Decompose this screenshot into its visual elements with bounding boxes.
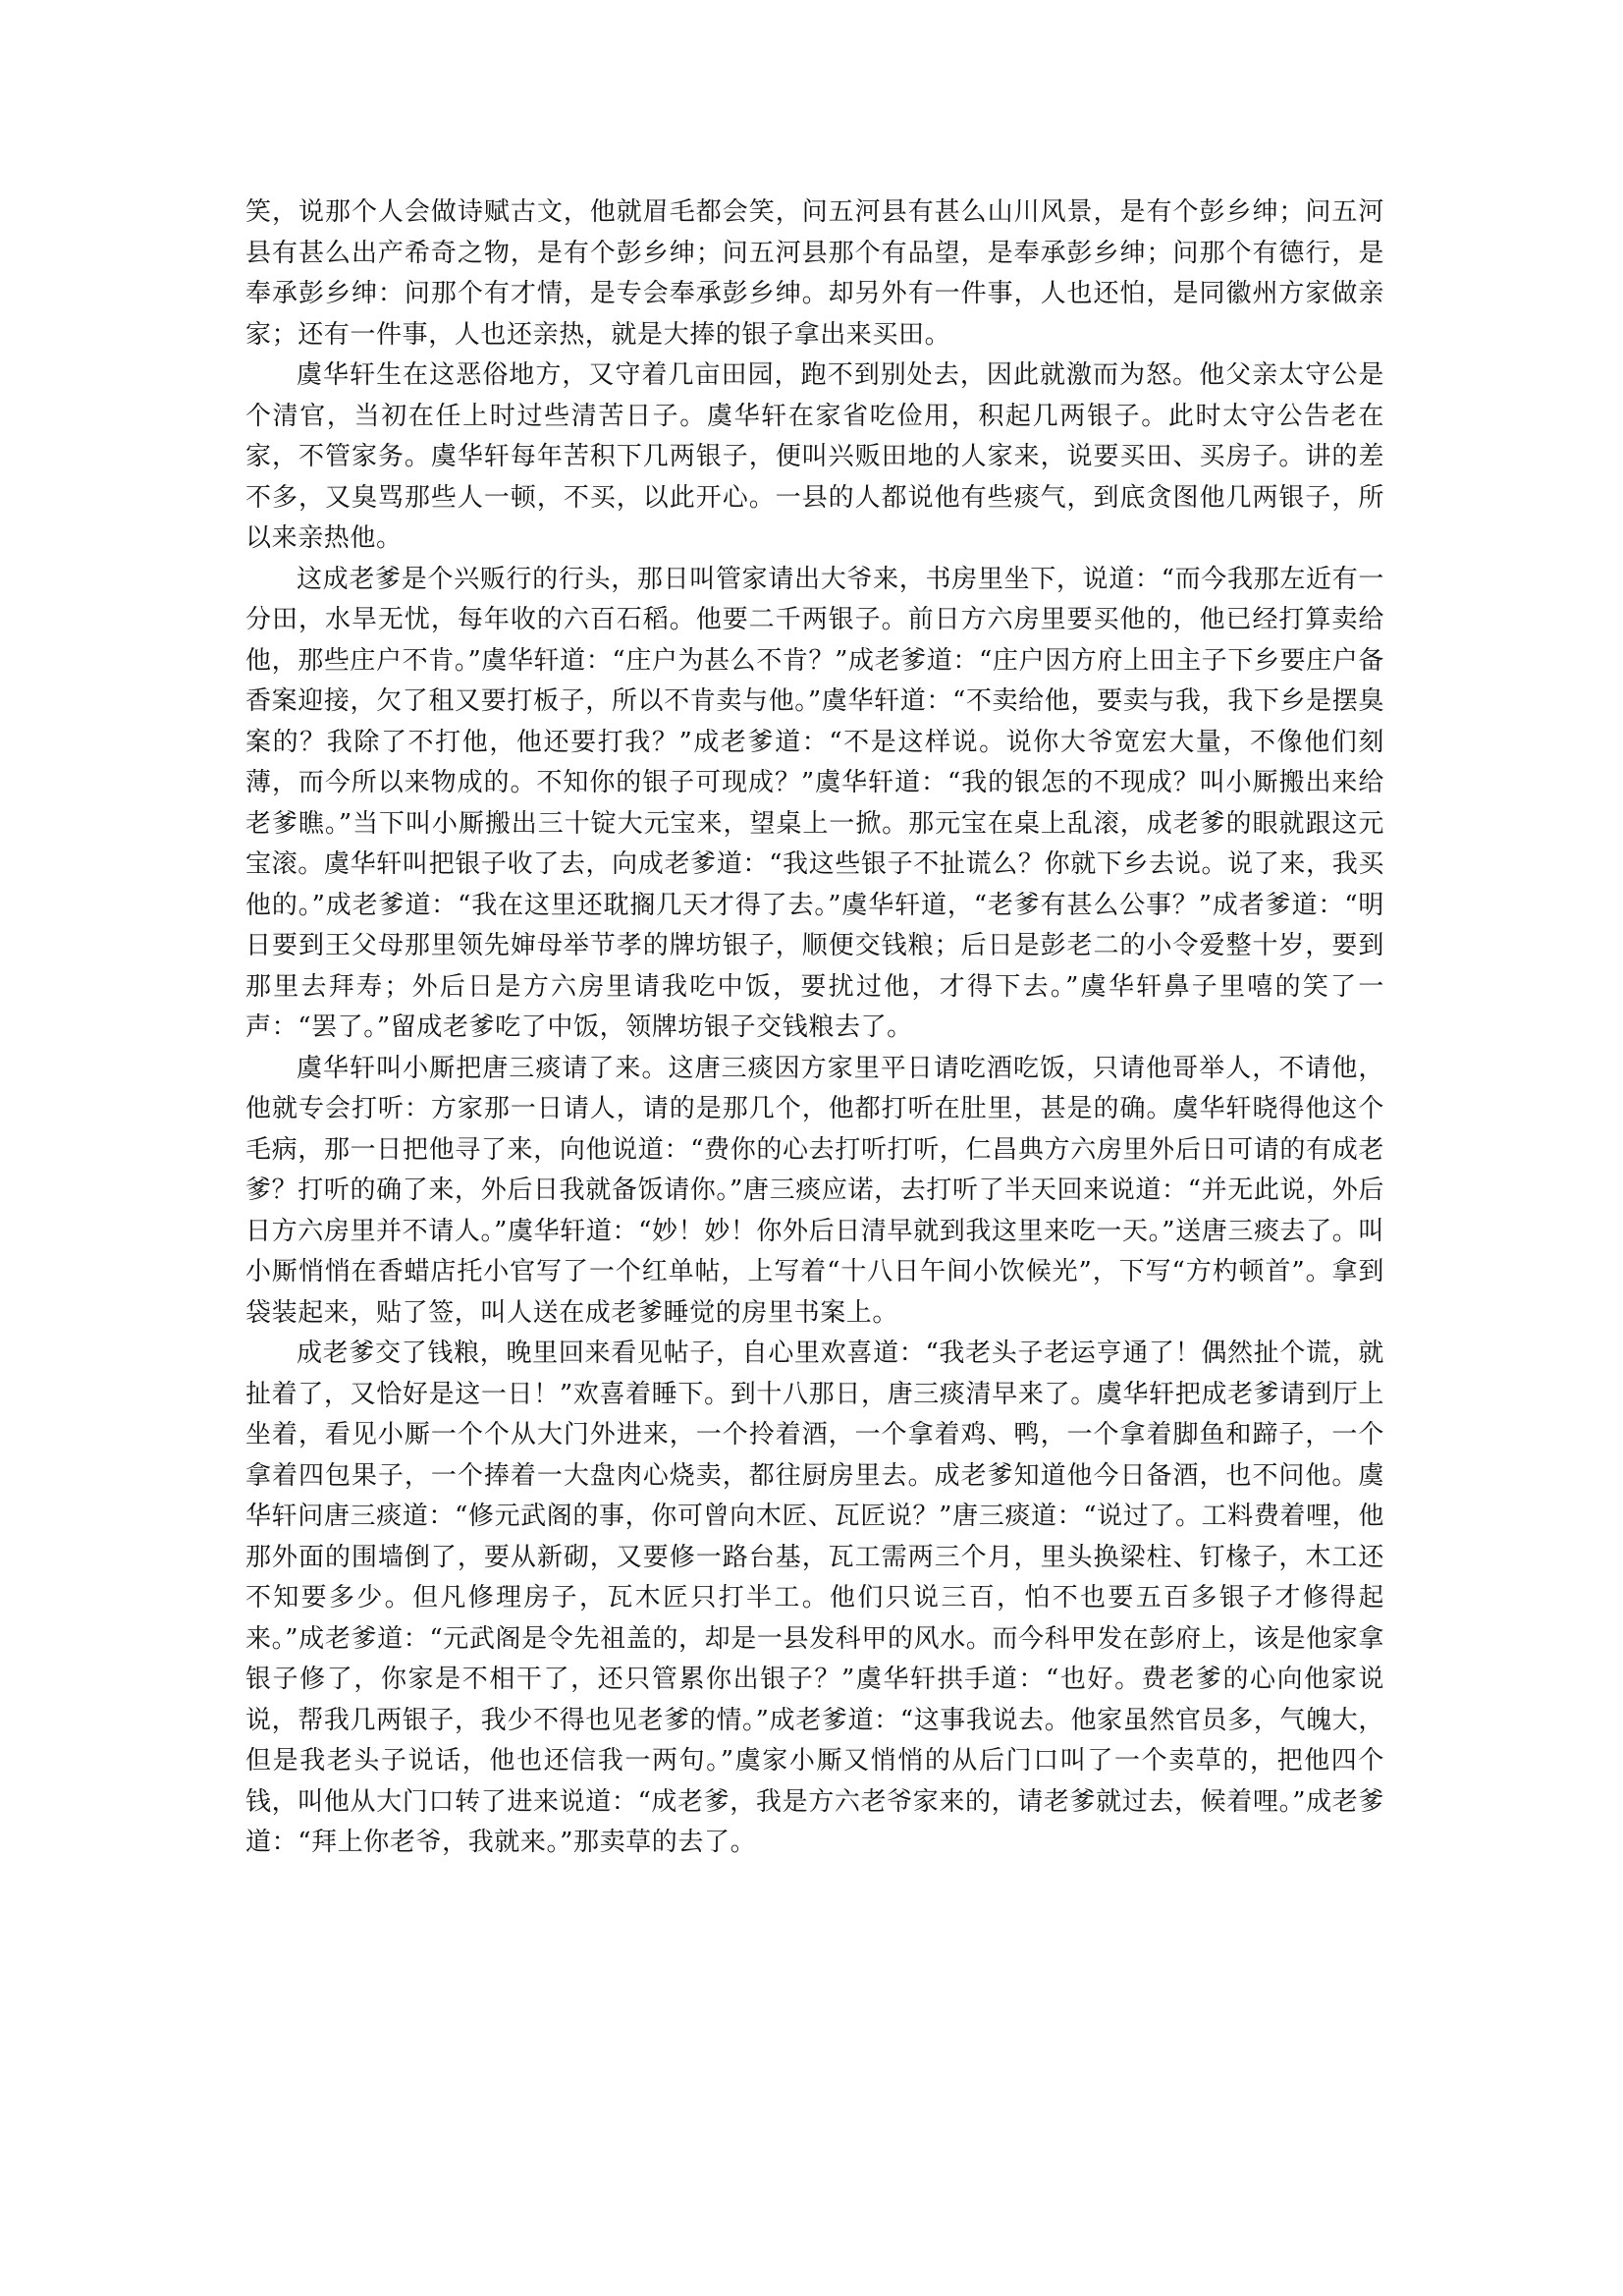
paragraph-2: 虞华轩生在这恶俗地方，又守着几亩田园，跑不到别处去，因此就激而为怒。他父亲太守公是个清官，当初在任上时过些清苦日子。虞华轩在家省吃俭用，积起几两银子。此时太守公告老在家，不管家务。虞华轩每年苦积下几两银子，便叫兴贩田地的人家来，说要买田、买房子。讲的差不多，又臭骂那些人一顿，不买，以此开心。一县的人都说他有些痰气，到底贪图他几两银子，所以来亲热他。 bbox=[245, 360, 1384, 553]
paragraph-3: 这成老爹是个兴贩行的行头，那日叫管家请出大爷来，书房里坐下，说道：“而今我那左近有一分田，水旱无忧，每年收的六百石稻。他要二千两银子。前日方六房里要买他的，他已经打算卖给他，那些庄户不肯。”虞华轩道：“庄户为甚么不肯？”成老爹道：“庄户因方府上田主子下乡要庄户备香案迎接，欠了租又要打板子，所以不肯卖与他。”虞华轩道：“不卖给他，要卖与我，我下乡是摆臭案的？我除了不打他，他还要打我？”成老爹道：“不是这样说。说你大爷宽宏大量，不像他们刻薄，而今所以来物成的。不知你的银子可现成？”虞华轩道：“我的银怎的不现成？叫小厮搬出来给老爹瞧。”当下叫小厮搬出三十锭大元宝来，望桌上一掀。那元宝在桌上乱滚，成老爹的眼就跟这元宝滚。虞华轩叫把银子收了去，向成老爹道：“我这些银子不扯谎么？你就下乡去说。说了来，我买他的。”成老爹道：“我在这里还耽搁几天才得了去。”虞华轩道，“老爹有甚么公事？”成者爹道：“明日要到王父母那里领先婶母举节孝的牌坊银子，顺便交钱粮；后日是彭老二的小令爱整十岁，要到那里去拜寿；外后日是方六房里请我吃中饭，要扰过他，才得下去。”虞华轩鼻子里嘻的笑了一声：“罢了。”留成老爹吃了中饭，领牌坊银子交钱粮去了。 bbox=[245, 564, 1384, 1042]
paragraph-4: 虞华轩叫小厮把唐三痰请了来。这唐三痰因方家里平日请吃酒吃饭，只请他哥举人，不请他，他就专会打听：方家那一日请人，请的是那几个，他都打听在肚里，甚是的确。虞华轩晓得他这个毛病，那一日把他寻了来，向他说道：“费你的心去打听打听，仁昌典方六房里外后日可请的有成老爹？打听的确了来，外后日我就备饭请你。”唐三痰应诺，去打听了半天回来说道：“并无此说，外后日方六房里并不请人。”虞华轩道：“妙！妙！你外后日清早就到我这里来吃一天。”送唐三痰去了。叫小厮悄悄在香蜡店托小官写了一个红单帖，上写着“十八日午间小饮候光”，下写“方杓顿首”。拿到袋装起来，贴了签，叫人送在成老爹睡觉的房里书案上。 bbox=[245, 1053, 1384, 1328]
body-text bbox=[245, 192, 1384, 1864]
paragraph-1: 笑，说那个人会做诗赋古文，他就眉毛都会笑，问五河县有甚么山川风景，是有个彭乡绅；问五河县有甚么出产希奇之物，是有个彭乡绅；问五河县那个有品望，是奉承彭乡绅；问那个有德行，是奉承彭乡绅：问那个有才情，是专会奉承彭乡绅。却另外有一件事，人也还怕，是同徽州方家做亲家；还有一件事，人也还亲热，就是大捧的银子拿出来买田。 bbox=[245, 197, 1384, 350]
paragraph-5: 成老爹交了钱粮，晚里回来看见帖子，自心里欢喜道：“我老头子老运亨通了！偶然扯个谎，就扯着了，又恰好是这一日！”欢喜着睡下。到十八那日，唐三痰清早来了。虞华轩把成老爹请到厅上坐着，看见小厮一个个从大门外进来，一个拎着酒，一个拿着鸡、鸭，一个拿着脚鱼和蹄子，一个拿着四包果子，一个捧着一大盘肉心烧卖，都往厨房里去。成老爹知道他今日备酒，也不问他。虞华轩问唐三痰道：“修元武阁的事，你可曾向木匠、瓦匠说？”唐三痰道：“说过了。工料费着哩，他那外面的围墙倒了，要从新砌，又要修一路台基，瓦工需两三个月，里头换梁柱、钉椽子，木工还不知要多少。但凡修理房子，瓦木匠只打半工。他们只说三百，怕不也要五百多银子才修得起来。”成老爹道：“元武阁是令先祖盖的，却是一县发科甲的风水。而今科甲发在彭府上，该是他家拿银子修了，你家是不相干了，还只管累你出银子？”虞华轩拱手道：“也好。费老爹的心向他家说说，帮我几两银子，我少不得也见老爹的情。”成老爹道：“这事我说去。他家虽然官员多，气魄大，但是我老头子说话，他也还信我一两句。”虞家小厮又悄悄的从后门口叫了一个卖草的，把他四个钱，叫他从大门口转了进来说道：“成老爹，我是方六老爷家来的，请老爹就过去，候着哩。”成老爹道：“拜上你老爷，我就来。”那卖草的去了。 bbox=[245, 1339, 1384, 1857]
